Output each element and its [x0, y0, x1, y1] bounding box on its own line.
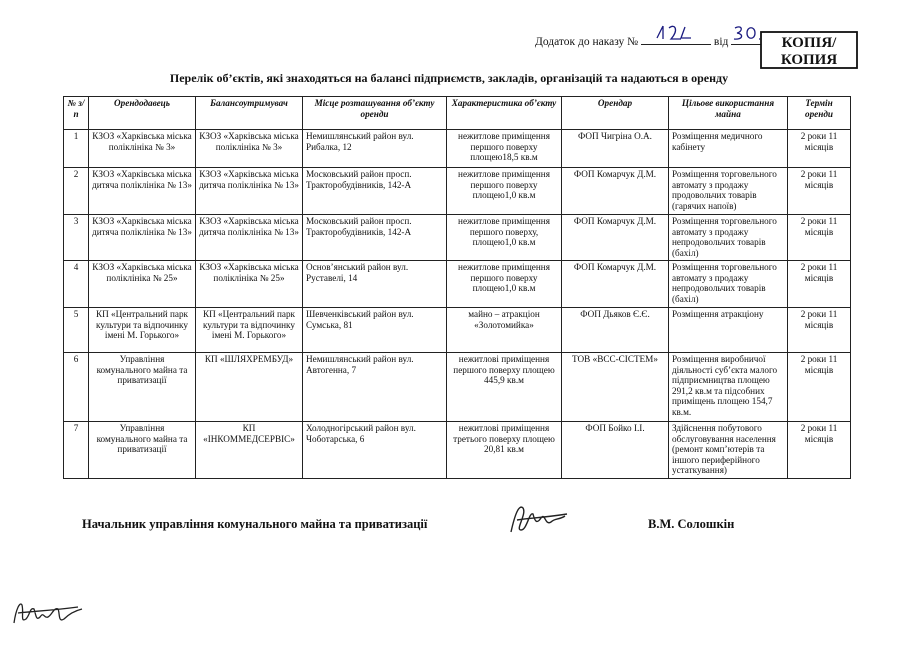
cell-characteristic: нежитлове приміщення першого поверху площею1,0 кв.м — [447, 168, 562, 215]
cell-num: 6 — [64, 353, 89, 422]
cell-characteristic: нежитлове приміщення першого поверху, площею1,0 кв.м — [447, 215, 562, 261]
cell-term: 2 роки 11 місяців — [788, 353, 851, 422]
document-title: Перелік об’єктів, які знаходяться на балансі підприємств, закладів, організацій та надаються в оренду — [169, 71, 729, 85]
col-header-location: Місце розташування об’єкту оренди — [303, 97, 447, 130]
stamp-line-2: КОПИЯ — [780, 52, 838, 68]
signature-main — [505, 500, 575, 540]
cell-purpose: Розміщення торговельного автомату з продажу продовольчих товарів (гарячих напоїв) — [669, 168, 788, 215]
cell-tenant: ФОП Бойко І.І. — [562, 422, 669, 479]
cell-holder: КП «ІНКОММЕДСЕРВІС» — [196, 422, 303, 479]
cell-term: 2 роки 11 місяців — [788, 261, 851, 308]
cell-location: Основ’янський район вул. Руставелі, 14 — [303, 261, 447, 308]
cell-holder: КЗОЗ «Харківська міська дитяча поліклініка № 13» — [196, 168, 303, 215]
cell-num: 3 — [64, 215, 89, 261]
cell-holder: КЗОЗ «Харківська міська поліклініка № 25» — [196, 261, 303, 308]
cell-term: 2 роки 11 місяців — [788, 215, 851, 261]
initials-mark — [8, 595, 88, 630]
cell-purpose: Розміщення медичного кабінету — [669, 130, 788, 168]
table-header-row — [64, 97, 851, 130]
table-row — [64, 168, 851, 215]
cell-location: Холодногірський район вул. Чоботарська, 6 — [303, 422, 447, 479]
cell-num: 5 — [64, 308, 89, 353]
cell-purpose: Розміщення торговельного автомату з продажу непродовольчих товарів (бахіл) — [669, 261, 788, 308]
cell-num: 4 — [64, 261, 89, 308]
cell-lessor: КП «Центральний парк культури та відпочинку імені М. Горького» — [89, 308, 196, 353]
cell-term: 2 роки 11 місяців — [788, 308, 851, 353]
table-row — [64, 308, 851, 353]
col-header-term: Термін оренди — [788, 97, 851, 130]
copy-stamp — [756, 31, 858, 69]
cell-lessor: Управління комунального майна та приватизації — [89, 353, 196, 422]
col-header-characteristic: Характеристика об’єкту — [447, 97, 562, 130]
col-header-lessor: Орендодавець — [89, 97, 196, 130]
cell-characteristic: нежитлові приміщення третього поверху площею 20,81 кв.м — [447, 422, 562, 479]
order-number-field — [641, 32, 711, 45]
cell-holder: КП «ШЛЯХРЕМБУД» — [196, 353, 303, 422]
date-prefix: від — [713, 36, 729, 48]
cell-holder: КЗОЗ «Харківська міська поліклініка № 3» — [196, 130, 303, 168]
cell-characteristic: нежитлові приміщення першого поверху площею 445,9 кв.м — [447, 353, 562, 422]
table-row — [64, 215, 851, 261]
cell-term: 2 роки 11 місяців — [788, 168, 851, 215]
cell-holder: КЗОЗ «Харківська міська дитяча поліклініка № 13» — [196, 215, 303, 261]
cell-lessor: КЗОЗ «Харківська міська дитяча поліклініка № 13» — [89, 168, 196, 215]
cell-location: Московський район просп. Тракторобудівників, 142-А — [303, 168, 447, 215]
cell-num: 7 — [64, 422, 89, 479]
cell-purpose: Здійснення побутового обслуговування населення (ремонт комп’ютерів та іншого периферійного устаткування) — [669, 422, 788, 479]
cell-characteristic: нежитлове приміщення першого поверху площею1,0 кв.м — [447, 261, 562, 308]
cell-term: 2 роки 11 місяців — [788, 130, 851, 168]
objects-table — [63, 96, 851, 479]
cell-lessor: Управління комунального майна та приватизації — [89, 422, 196, 479]
addendum-prefix: Додаток до наказу № — [535, 36, 639, 48]
stamp-line-1: КОПІЯ/ — [781, 35, 837, 51]
col-header-holder: Балансоутримувач — [196, 97, 303, 130]
cell-tenant: ФОП Комарчук Д.М. — [562, 168, 669, 215]
cell-lessor: КЗОЗ «Харківська міська поліклініка № 25» — [89, 261, 196, 308]
cell-location: Шевченківський район вул. Сумська, 81 — [303, 308, 447, 353]
order-number-handwriting — [641, 24, 711, 42]
cell-purpose: Розміщення виробничої діяльності суб’єкта малого підприємництва площею 291,2 кв.м та підсобних приміщень площею 154,7 кв.м. — [669, 353, 788, 422]
cell-term: 2 роки 11 місяців — [788, 422, 851, 479]
cell-lessor: КЗОЗ «Харківська міська дитяча поліклініка № 13» — [89, 215, 196, 261]
table-row — [64, 422, 851, 479]
cell-num: 2 — [64, 168, 89, 215]
cell-purpose: Розміщення атракціону — [669, 308, 788, 353]
col-header-tenant: Орендар — [562, 97, 669, 130]
cell-location: Московський район просп. Тракторобудівників, 142-А — [303, 215, 447, 261]
cell-tenant: ФОП Комарчук Д.М. — [562, 215, 669, 261]
cell-location: Немишлянський район вул. Автогенна, 7 — [303, 353, 447, 422]
col-header-purpose: Цільове використання майна — [669, 97, 788, 130]
table-row — [64, 353, 851, 422]
col-header-num: № з/п — [64, 97, 89, 130]
cell-tenant: ТОВ «ВСС-СІСТЕМ» — [562, 353, 669, 422]
cell-holder: КП «Центральний парк культури та відпочинку імені М. Горького» — [196, 308, 303, 353]
cell-num: 1 — [64, 130, 89, 168]
table-row — [64, 130, 851, 168]
signatory-position: Начальник управління комунального майна та приватизації — [82, 517, 428, 531]
cell-characteristic: нежитлове приміщення першого поверху площею18,5 кв.м — [447, 130, 562, 168]
cell-tenant: ФОП Дьяков Є.Є. — [562, 308, 669, 353]
cell-characteristic: майно – атракціон «Золотомийка» — [447, 308, 562, 353]
cell-purpose: Розміщення торговельного автомату з продажу непродовольчих товарів (бахіл) — [669, 215, 788, 261]
cell-lessor: КЗОЗ «Харківська міська поліклініка № 3» — [89, 130, 196, 168]
cell-tenant: ФОП Комарчук Д.М. — [562, 261, 669, 308]
addendum-line — [535, 32, 771, 48]
cell-location: Немишлянський район вул. Рибалка, 12 — [303, 130, 447, 168]
signatory-name: В.М. Солошкін — [648, 517, 735, 531]
cell-tenant: ФОП Чигріна О.А. — [562, 130, 669, 168]
table-row — [64, 261, 851, 308]
